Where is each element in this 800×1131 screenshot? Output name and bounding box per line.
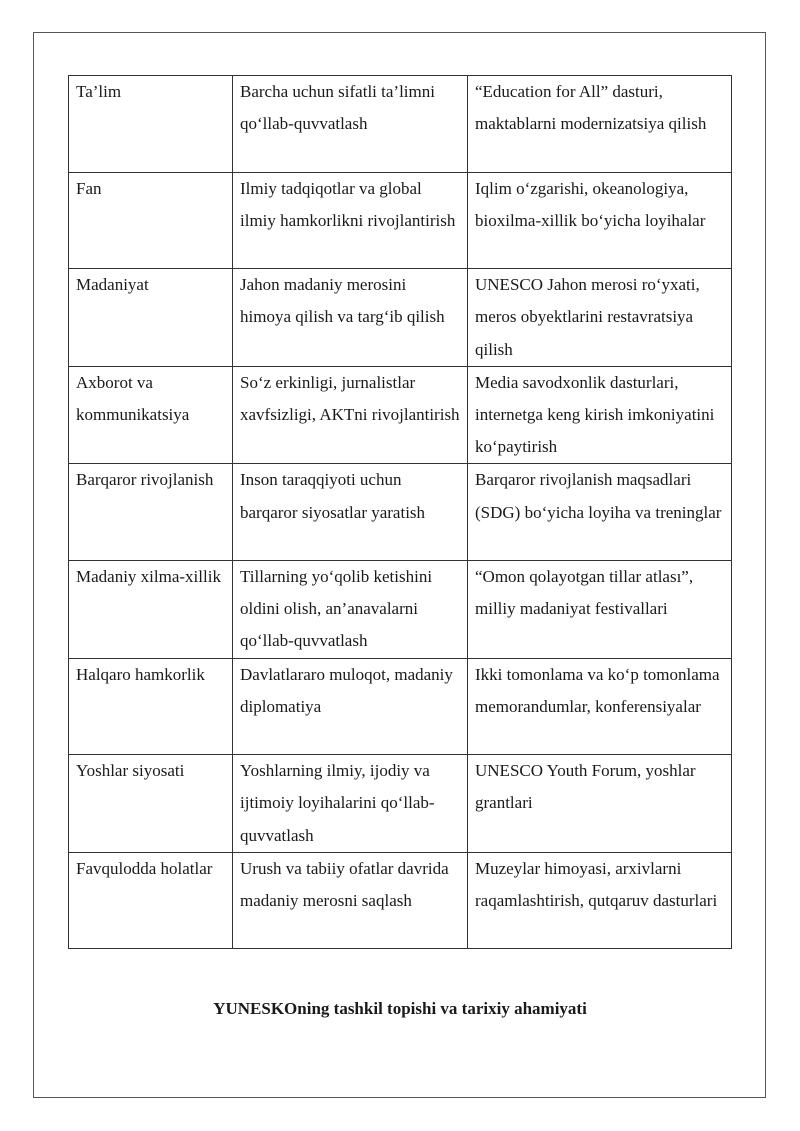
table-row <box>69 172 732 269</box>
goal-cell: Urush va tabiiy ofatlar davrida madaniy merosni saqlash <box>233 852 468 949</box>
area-cell: Yoshlar siyosati <box>69 755 233 853</box>
table-row <box>69 366 732 464</box>
table-row <box>69 755 732 853</box>
example-cell: Muzeylar himoyasi, arxivlarni raqamlashtirish, qutqaruv dasturlari <box>468 852 732 949</box>
area-cell: Madaniy xilma-xillik <box>69 561 233 659</box>
example-cell: UNESCO Jahon merosi ro‘yxati, meros obyektlarini restavratsiya qilish <box>468 269 732 367</box>
goal-cell: Jahon madaniy merosini himoya qilish va targ‘ib qilish <box>233 269 468 367</box>
table-row <box>69 464 732 561</box>
area-cell: Favqulodda holatlar <box>69 852 233 949</box>
example-cell: Ikki tomonlama va ko‘p tomonlama memorandumlar, konferensiyalar <box>468 658 732 755</box>
example-cell: Iqlim o‘zgarishi, okeanologiya, bioxilma-xillik bo‘yicha loyihalar <box>468 172 732 269</box>
goal-cell: Inson taraqqiyoti uchun barqaror siyosatlar yaratish <box>233 464 468 561</box>
area-cell: Axborot va kommunikatsiya <box>69 366 233 464</box>
table-row <box>69 658 732 755</box>
area-cell: Halqaro hamkorlik <box>69 658 233 755</box>
example-cell: “Education for All” dasturi, maktablarni modernizatsiya qilish <box>468 76 732 173</box>
area-cell: Madaniyat <box>69 269 233 367</box>
goal-cell: Ilmiy tadqiqotlar va global ilmiy hamkorlikni rivojlantirish <box>233 172 468 269</box>
area-cell: Barqaror rivojlanish <box>69 464 233 561</box>
example-cell: Media savodxonlik dasturlari, internetga keng kirish imkoniyatini ko‘paytirish <box>468 366 732 464</box>
table-row <box>69 269 732 367</box>
example-cell: “Omon qolayotgan tillar atlası”, milliy madaniyat festivallari <box>468 561 732 659</box>
goal-cell: Davlatlararo muloqot, madaniy diplomatiya <box>233 658 468 755</box>
example-cell: Barqaror rivojlanish maqsadlari (SDG) bo‘yicha loyiha va treninglar <box>468 464 732 561</box>
goal-cell: So‘z erkinligi, jurnalistlar xavfsizligi, AKTni rivojlantirish <box>233 366 468 464</box>
example-cell: UNESCO Youth Forum, yoshlar grantlari <box>468 755 732 853</box>
goal-cell: Yoshlarning ilmiy, ijodiy va ijtimoiy loyihalarini qo‘llab-quvvatlash <box>233 755 468 853</box>
area-cell: Fan <box>69 172 233 269</box>
table-row <box>69 561 732 659</box>
area-cell: Ta’lim <box>69 76 233 173</box>
section-heading: YUNESKOning tashkil topishi va tarixiy ahamiyati <box>213 999 587 1018</box>
unesco-activity-table <box>68 75 732 949</box>
goal-cell: Barcha uchun sifatli ta’limni qo‘llab-quvvatlash <box>233 76 468 173</box>
table-row <box>69 852 732 949</box>
goal-cell: Tillarning yo‘qolib ketishini oldini olish, an’anavalarni qo‘llab-quvvatlash <box>233 561 468 659</box>
table-row <box>69 76 732 173</box>
